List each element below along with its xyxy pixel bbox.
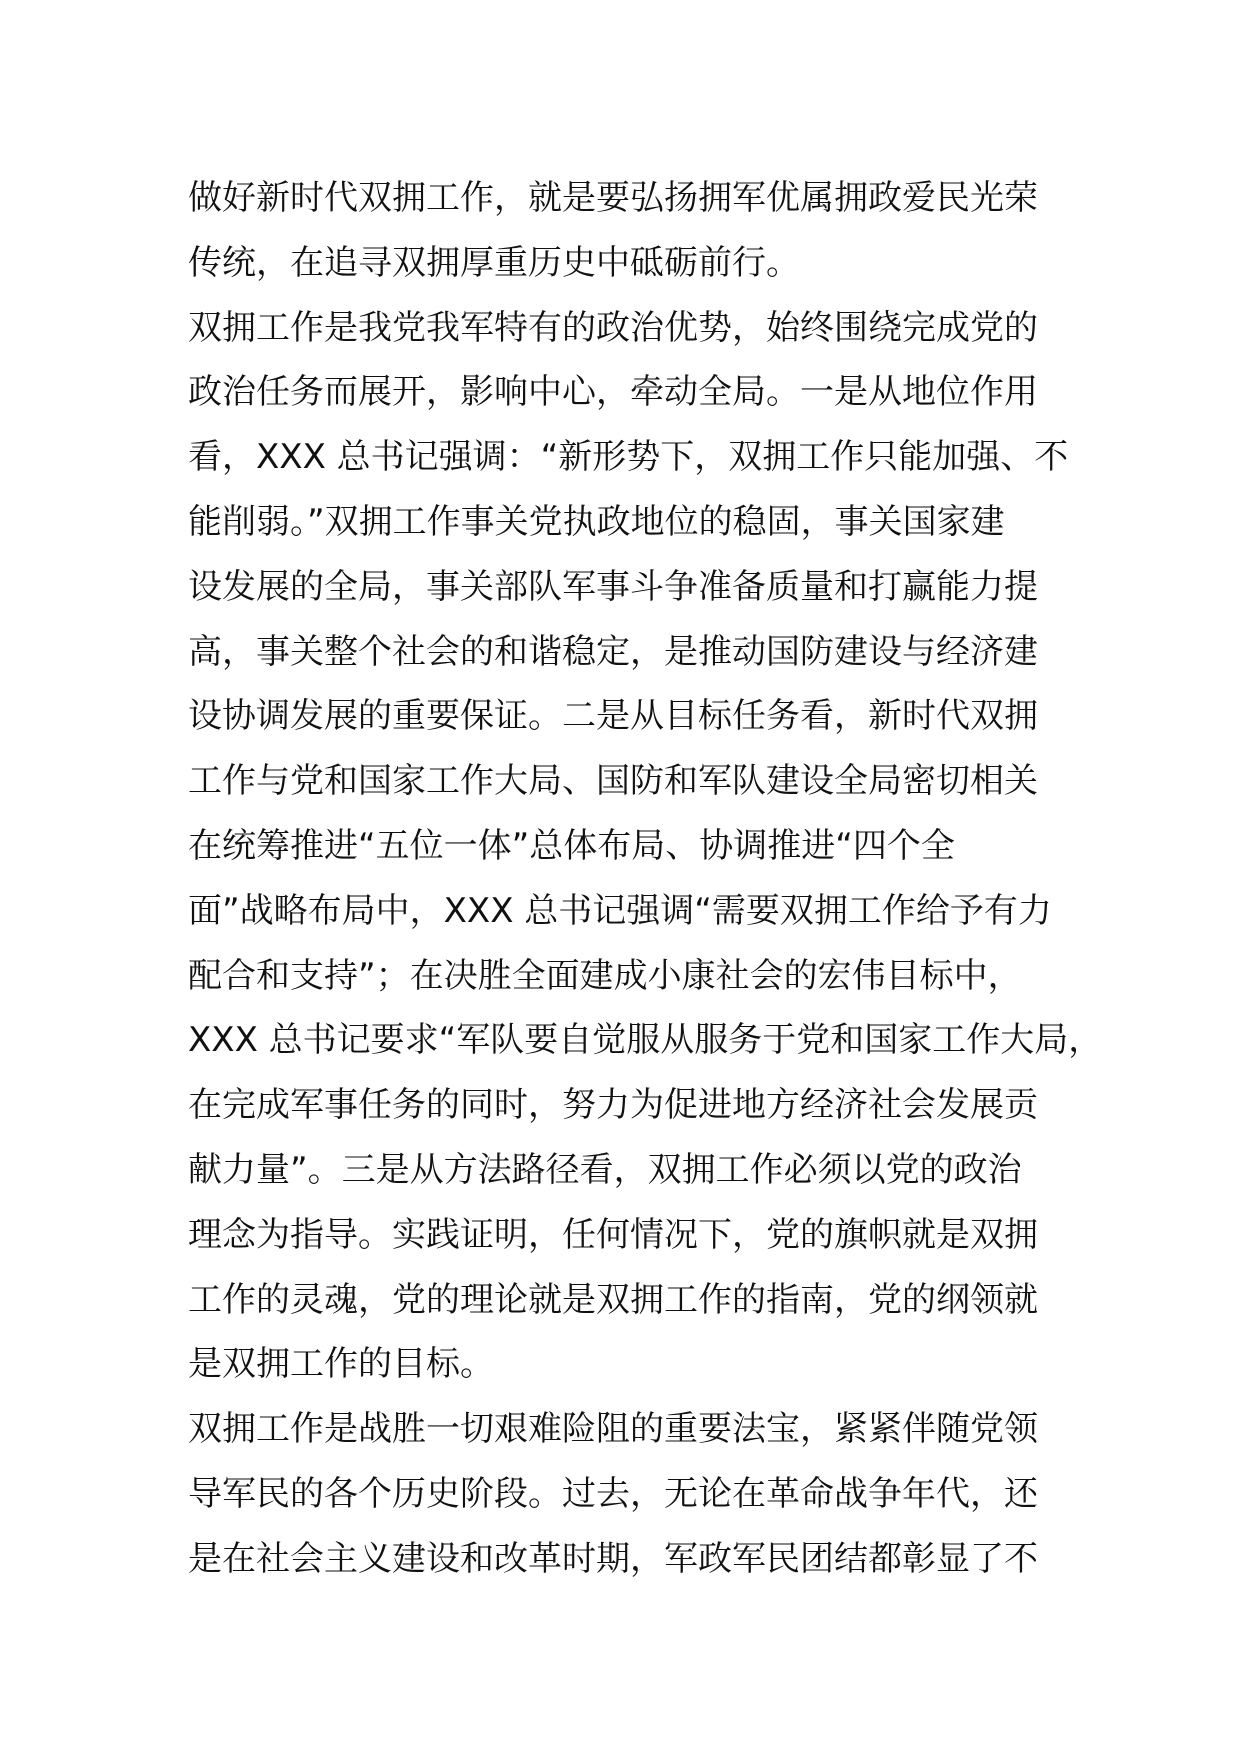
body-text xyxy=(188,166,1103,1592)
text-line: 是在社会主义建设和改革时期，军政军民团结都彰显了不 xyxy=(188,1538,1038,1579)
text-line: 献力量”。三是从方法路径看，双拥工作必须以党的政治 xyxy=(188,1149,1022,1190)
text-line: 工作与党和国家工作大局、国防和军队建设全局密切相关 xyxy=(188,761,1038,802)
text-line: 设协调发展的重要保证。二是从目标任务看，新时代双拥 xyxy=(188,696,1038,737)
text-line: 政治任务而展开，影响中心，牵动全局。一是从地位作用 xyxy=(188,372,1038,413)
text-line: 工作的灵魂，党的理论就是双拥工作的指南，党的纲领就 xyxy=(188,1279,1038,1320)
text-line: 在统筹推进“五位一体”总体布局、协调推进“四个全 xyxy=(188,825,955,866)
text-line: 设发展的全局，事关部队军事斗争准备质量和打赢能力提 xyxy=(188,566,1038,607)
text-line: 双拥工作是战胜一切艰难险阻的重要法宝，紧紧伴随党领 xyxy=(188,1409,1038,1450)
text-line: 在完成军事任务的同时，努力为促进地方经济社会发展贡 xyxy=(188,1085,1038,1126)
text-line: 高，事关整个社会的和谐稳定，是推动国防建设与经济建 xyxy=(188,631,1038,672)
text-line: 看，XXX 总书记强调：“新形势下，双拥工作只能加强、不 xyxy=(188,437,1069,478)
text-line: 做好新时代双拥工作，就是要弘扬拥军优属拥政爱民光荣 xyxy=(188,178,1038,218)
text-line: 传统，在追寻双拥厚重历史中砥砺前行。 xyxy=(188,242,800,283)
text-line: 理念为指导。实践证明，任何情况下，党的旗帜就是双拥 xyxy=(188,1214,1038,1255)
text-line: 配合和支持”；在决胜全面建成小康社会的宏伟目标中， xyxy=(188,955,1022,996)
text-line: 面”战略布局中，XXX 总书记强调“需要双拥工作给予有力 xyxy=(188,890,1052,931)
text-line: 是双拥工作的目标。 xyxy=(188,1344,494,1385)
text-line: 导军民的各个历史阶段。过去，无论在革命战争年代，还 xyxy=(188,1473,1038,1514)
text-line: XXX 总书记要求“军队要自觉服从服务于党和国家工作大局， xyxy=(188,1020,1103,1061)
text-line: 双拥工作是我党我军特有的政治优势，始终围绕完成党的 xyxy=(188,307,1038,348)
text-line: 能削弱。”双拥工作事关党执政地位的稳固，事关国家建 xyxy=(188,501,1005,542)
